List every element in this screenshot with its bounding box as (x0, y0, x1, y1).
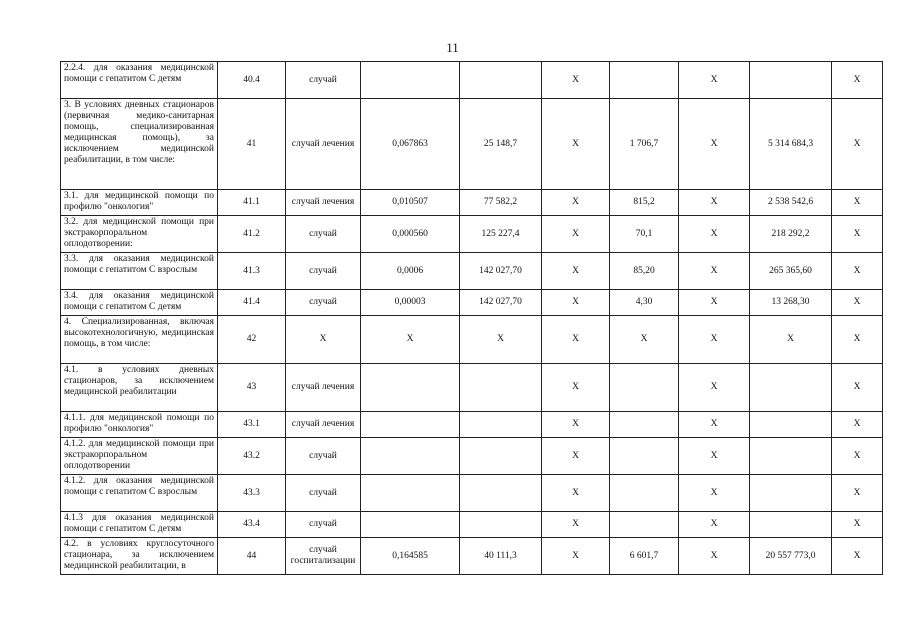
sum-oms-cell (750, 475, 832, 512)
line-number-cell: 41.2 (218, 216, 286, 253)
sum-oms-cell (750, 438, 832, 475)
norm-cost-cell: 142 027,70 (460, 290, 542, 316)
norm-cost-cell (460, 412, 542, 438)
table-row (61, 364, 883, 412)
table-row (61, 253, 883, 290)
per-capita-budget-cell: Х (542, 538, 610, 575)
sum-budget-cell: Х (679, 253, 750, 290)
sum-budget-cell: Х (679, 62, 750, 99)
percent-cell: Х (832, 316, 883, 364)
line-number-cell: 41.1 (218, 190, 286, 216)
norm-cost-cell: 142 027,70 (460, 253, 542, 290)
table-row (61, 216, 883, 253)
sum-oms-cell (750, 62, 832, 99)
table-row (61, 538, 883, 575)
row-name-cell: 4.2. в условиях круглосуточного стационара, за исключением медицинской реабилитации, в (61, 538, 218, 575)
per-capita-oms-cell: Х (610, 316, 679, 364)
unit-cell: случай (286, 62, 361, 99)
sum-oms-cell (750, 412, 832, 438)
per-capita-oms-cell: 85,20 (610, 253, 679, 290)
per-capita-oms-cell: 1 706,7 (610, 99, 679, 190)
percent-cell: Х (832, 190, 883, 216)
row-name-cell: 3.4. для оказания медицинской помощи с гепатитом С детям (61, 290, 218, 316)
row-name-cell: 3.3. для оказания медицинской помощи с гепатитом С взрослым (61, 253, 218, 290)
sum-oms-cell (750, 512, 832, 538)
table-row (61, 475, 883, 512)
unit-cell: случай (286, 253, 361, 290)
row-name-cell: 3. В условиях дневных стационаров (первичная медико-санитарная помощь, специализированная медицинская помощь), за исключением медицинской реабилитации, в том числе: (61, 99, 218, 190)
sum-budget-cell: Х (679, 290, 750, 316)
norm-cost-cell: 125 227,4 (460, 216, 542, 253)
norm-volume-cell: 0,0006 (361, 253, 460, 290)
percent-cell: Х (832, 216, 883, 253)
sum-budget-cell: Х (679, 190, 750, 216)
line-number-cell: 43 (218, 364, 286, 412)
norm-volume-cell: 0,010507 (361, 190, 460, 216)
sum-oms-cell: 2 538 542,6 (750, 190, 832, 216)
percent-cell: Х (832, 412, 883, 438)
unit-cell: случай лечения (286, 412, 361, 438)
per-capita-oms-cell (610, 512, 679, 538)
norm-cost-cell (460, 475, 542, 512)
norm-volume-cell (361, 438, 460, 475)
row-name-cell: 4. Специализированная, включая высокотехнологичную, медицинская помощь, в том числе: (61, 316, 218, 364)
row-name-cell: 2.2.4. для оказания медицинской помощи с гепатитом С детям (61, 62, 218, 99)
norm-cost-cell (460, 364, 542, 412)
norm-volume-cell: 0,000560 (361, 216, 460, 253)
sum-budget-cell: Х (679, 512, 750, 538)
row-name-cell: 4.1. в условиях дневных стационаров, за исключением медицинской реабилитации (61, 364, 218, 412)
line-number-cell: 41 (218, 99, 286, 190)
norm-volume-cell (361, 62, 460, 99)
per-capita-budget-cell: Х (542, 253, 610, 290)
sum-budget-cell: Х (679, 216, 750, 253)
per-capita-oms-cell (610, 438, 679, 475)
sum-oms-cell: 265 365,60 (750, 253, 832, 290)
per-capita-budget-cell: Х (542, 364, 610, 412)
norm-volume-cell (361, 364, 460, 412)
unit-cell: случай (286, 512, 361, 538)
page-number: 11 (446, 40, 459, 55)
norm-cost-cell (460, 512, 542, 538)
per-capita-budget-cell: Х (542, 190, 610, 216)
unit-cell: Х (286, 316, 361, 364)
norm-volume-cell (361, 512, 460, 538)
sum-budget-cell: Х (679, 475, 750, 512)
line-number-cell: 43.3 (218, 475, 286, 512)
unit-cell: случай госпитализации (286, 538, 361, 575)
norm-volume-cell: 0,067863 (361, 99, 460, 190)
table-row (61, 99, 883, 190)
per-capita-budget-cell: Х (542, 316, 610, 364)
norm-volume-cell (361, 475, 460, 512)
norm-volume-cell: 0,164585 (361, 538, 460, 575)
sum-budget-cell: Х (679, 99, 750, 190)
per-capita-budget-cell: Х (542, 512, 610, 538)
per-capita-oms-cell (610, 475, 679, 512)
line-number-cell: 44 (218, 538, 286, 575)
percent-cell: Х (832, 290, 883, 316)
per-capita-budget-cell: Х (542, 412, 610, 438)
percent-cell: Х (832, 438, 883, 475)
norm-cost-cell (460, 438, 542, 475)
line-number-cell: 43.4 (218, 512, 286, 538)
unit-cell: случай лечения (286, 364, 361, 412)
percent-cell: Х (832, 99, 883, 190)
table-row (61, 412, 883, 438)
unit-cell: случай лечения (286, 99, 361, 190)
row-name-cell: 4.1.1. для медицинской помощи по профилю "онкология" (61, 412, 218, 438)
norm-cost-cell: 77 582,2 (460, 190, 542, 216)
table-row (61, 316, 883, 364)
per-capita-oms-cell (610, 364, 679, 412)
per-capita-oms-cell: 4,30 (610, 290, 679, 316)
percent-cell: Х (832, 364, 883, 412)
line-number-cell: 43.1 (218, 412, 286, 438)
norm-cost-cell: Х (460, 316, 542, 364)
table-row (61, 290, 883, 316)
row-name-cell: 4.1.2. для медицинской помощи при экстракорпоральном оплодотворении (61, 438, 218, 475)
sum-budget-cell: Х (679, 438, 750, 475)
norm-volume-cell (361, 412, 460, 438)
percent-cell: Х (832, 475, 883, 512)
sum-oms-cell: 5 314 684,3 (750, 99, 832, 190)
row-name-cell: 3.2. для медицинской помощи при экстракорпоральном оплодотворении: (61, 216, 218, 253)
per-capita-budget-cell: Х (542, 438, 610, 475)
line-number-cell: 40.4 (218, 62, 286, 99)
per-capita-oms-cell: 70,1 (610, 216, 679, 253)
per-capita-budget-cell: Х (542, 216, 610, 253)
percent-cell: Х (832, 538, 883, 575)
per-capita-budget-cell: Х (542, 62, 610, 99)
per-capita-budget-cell: Х (542, 290, 610, 316)
row-name-cell: 4.1.3 для оказания медицинской помощи с гепатитом С детям (61, 512, 218, 538)
sum-budget-cell: Х (679, 412, 750, 438)
norm-cost-cell: 40 111,3 (460, 538, 542, 575)
unit-cell: случай (286, 475, 361, 512)
unit-cell: случай (286, 290, 361, 316)
percent-cell: Х (832, 62, 883, 99)
sum-oms-cell (750, 364, 832, 412)
sum-oms-cell: Х (750, 316, 832, 364)
per-capita-budget-cell: Х (542, 99, 610, 190)
financing-table (60, 61, 883, 575)
percent-cell: Х (832, 253, 883, 290)
per-capita-oms-cell (610, 62, 679, 99)
per-capita-oms-cell: 6 601,7 (610, 538, 679, 575)
sum-oms-cell: 13 268,30 (750, 290, 832, 316)
sum-oms-cell: 20 557 773,0 (750, 538, 832, 575)
line-number-cell: 43.2 (218, 438, 286, 475)
row-name-cell: 4.1.2. для оказания медицинской помощи с гепатитом С взрослым (61, 475, 218, 512)
sum-budget-cell: Х (679, 316, 750, 364)
sum-budget-cell: Х (679, 364, 750, 412)
unit-cell: случай (286, 438, 361, 475)
row-name-cell: 3.1. для медицинской помощи по профилю "онкология" (61, 190, 218, 216)
norm-volume-cell: 0,00003 (361, 290, 460, 316)
unit-cell: случай (286, 216, 361, 253)
line-number-cell: 42 (218, 316, 286, 364)
sum-budget-cell: Х (679, 538, 750, 575)
unit-cell: случай лечения (286, 190, 361, 216)
norm-cost-cell (460, 62, 542, 99)
line-number-cell: 41.4 (218, 290, 286, 316)
table-row (61, 62, 883, 99)
table-row (61, 190, 883, 216)
table-row (61, 438, 883, 475)
line-number-cell: 41.3 (218, 253, 286, 290)
table-body (61, 62, 883, 575)
sum-oms-cell: 218 292,2 (750, 216, 832, 253)
percent-cell: Х (832, 512, 883, 538)
table-row (61, 512, 883, 538)
per-capita-budget-cell: Х (542, 475, 610, 512)
norm-cost-cell: 25 148,7 (460, 99, 542, 190)
per-capita-oms-cell: 815,2 (610, 190, 679, 216)
per-capita-oms-cell (610, 412, 679, 438)
norm-volume-cell: Х (361, 316, 460, 364)
